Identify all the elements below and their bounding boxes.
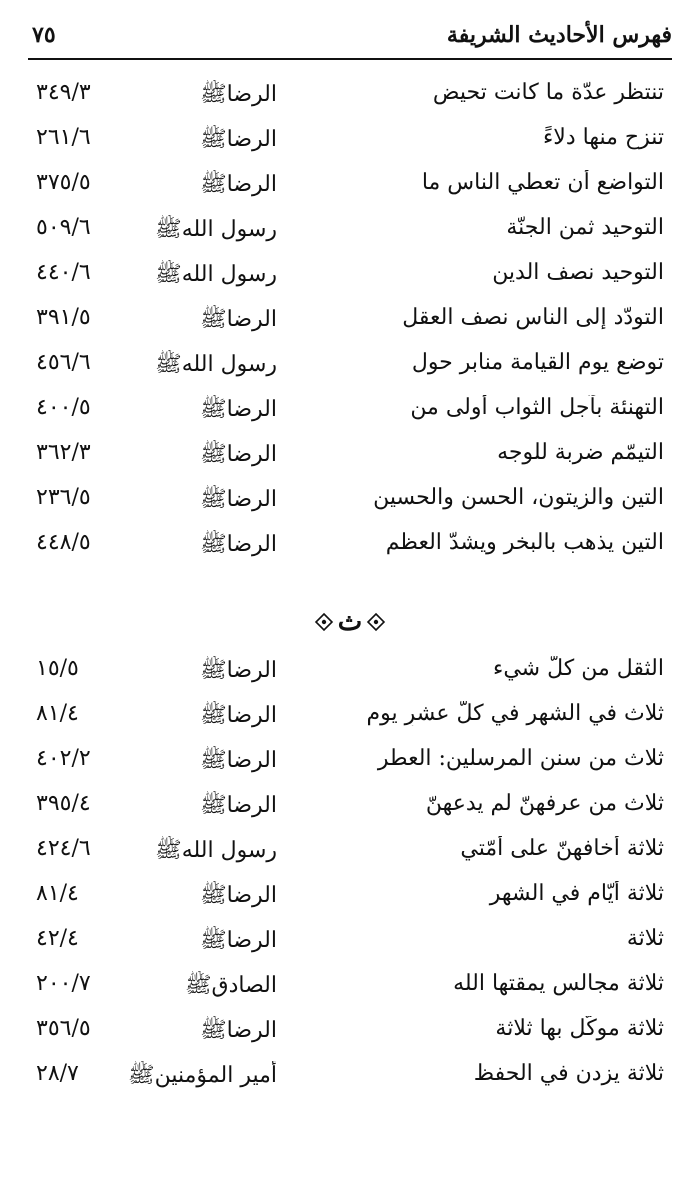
narrator: الرضاﷺ [200,172,277,197]
reference: ٣٥٦/٥ [36,1016,91,1041]
index-row [28,524,672,569]
page-number: ٧٥ [32,22,56,48]
reference: ٤٤٨/٥ [36,530,91,555]
section-divider [0,607,700,643]
narrator: الرضاﷺ [200,397,277,422]
narrator: أمير المؤمنينﷺ [128,1063,277,1088]
reference: ٥٠٩/٦ [36,215,91,240]
page-title: فهرس الأحاديث الشريفة [446,22,672,48]
narrator: الرضاﷺ [200,658,277,683]
narrator: الرضاﷺ [200,1018,277,1043]
reference: ٢٦١/٦ [36,125,91,150]
reference: ٤٢٤/٦ [36,836,91,861]
index-row [28,434,672,479]
index-section-taa [28,74,672,569]
page-header [28,18,672,60]
index-row [28,695,672,740]
reference: ٤٤٠/٦ [36,260,91,285]
reference: ٨١/٤ [36,881,79,906]
ornament-right-icon [314,612,334,632]
index-row [28,209,672,254]
hadith-text: ثلاث من عرفهنّ لم يدعهنّ [425,791,664,816]
reference: ٢٣٦/٥ [36,485,91,510]
hadith-text: ثلاثة مجالس يمقتها الله [453,971,664,996]
reference: ٤٢/٤ [36,926,79,951]
hadith-text: التين يذهب بالبخر ويشدّ العظم [385,530,664,555]
index-row [28,830,672,875]
narrator: رسول اللهﷺ [155,262,277,287]
reference: ٢٠٠/٧ [36,971,91,996]
index-row [28,164,672,209]
index-row [28,1055,672,1100]
hadith-text: توضع يوم القيامة منابر حول [411,350,664,375]
narrator: الرضاﷺ [200,703,277,728]
index-row [28,74,672,119]
index-section-thaa [28,650,672,1100]
reference: ٤٠٢/٢ [36,746,91,771]
hadith-text: التوحيد نصف الدين [492,260,664,285]
section-letter: ث [337,607,363,637]
hadith-text: ثلاثة موكّل بها ثلاثة [495,1016,664,1041]
hadith-text: ثلاثة يزدن في الحفظ [473,1061,664,1086]
index-row [28,1010,672,1055]
reference: ٤٠٠/٥ [36,395,91,420]
narrator: الرضاﷺ [200,928,277,953]
reference: ٣٤٩/٣ [36,80,91,105]
index-row [28,920,672,965]
hadith-text: التوحيد ثمن الجنّة [506,215,664,240]
hadith-text: ثلاث من سنن المرسلين: العطر [377,746,664,771]
narrator: الرضاﷺ [200,748,277,773]
section-heading [314,607,386,637]
hadith-text: التهنئة بآجل الثواب أولى من [410,395,664,420]
reference: ١٥/٥ [36,656,79,681]
hadith-text: الثقل من كلّ شيء [492,656,664,681]
narrator: الرضاﷺ [200,532,277,557]
hadith-text: ثلاثة أيّام في الشهر [489,881,664,906]
hadith-text: ثلاث في الشهر في كلّ عشرٍ يوم [366,701,664,726]
reference: ٤٥٦/٦ [36,350,91,375]
reference: ٣٧٥/٥ [36,170,91,195]
narrator: الرضاﷺ [200,127,277,152]
index-row [28,254,672,299]
narrator: الرضاﷺ [200,883,277,908]
index-row [28,299,672,344]
index-row [28,875,672,920]
reference: ٣٩٥/٤ [36,791,91,816]
hadith-text: التودّد إلى الناس نصف العقل [402,305,664,330]
index-row [28,479,672,524]
reference: ٣٩١/٥ [36,305,91,330]
hadith-text: التيمّم ضربة للوجه [497,440,664,465]
hadith-text: التواضع أن تعطي الناس ما [421,170,664,195]
reference: ٨١/٤ [36,701,79,726]
index-row [28,650,672,695]
ornament-left-icon [366,612,386,632]
index-row [28,344,672,389]
narrator: الرضاﷺ [200,307,277,332]
narrator: رسول اللهﷺ [155,217,277,242]
narrator: الرضاﷺ [200,793,277,818]
narrator: الصادقﷺ [184,973,277,998]
hadith-text: تنتظر عدّة ما كانت تحيض [432,80,664,105]
hadith-text: التين والزيتون، الحسن والحسين [373,485,664,510]
index-row [28,785,672,830]
index-row [28,740,672,785]
narrator: الرضاﷺ [200,487,277,512]
narrator: الرضاﷺ [200,442,277,467]
index-row [28,119,672,164]
narrator: الرضاﷺ [200,82,277,107]
index-row [28,965,672,1010]
hadith-text: تنزح منها دلاءً [542,125,664,150]
reference: ٣٦٢/٣ [36,440,91,465]
narrator: رسول اللهﷺ [155,352,277,377]
reference: ٢٨/٧ [36,1061,79,1086]
index-row [28,389,672,434]
hadith-text: ثلاثة أخافهنّ على أمّتي [460,836,664,861]
hadith-text: ثلاثة [626,926,664,951]
narrator: رسول اللهﷺ [155,838,277,863]
